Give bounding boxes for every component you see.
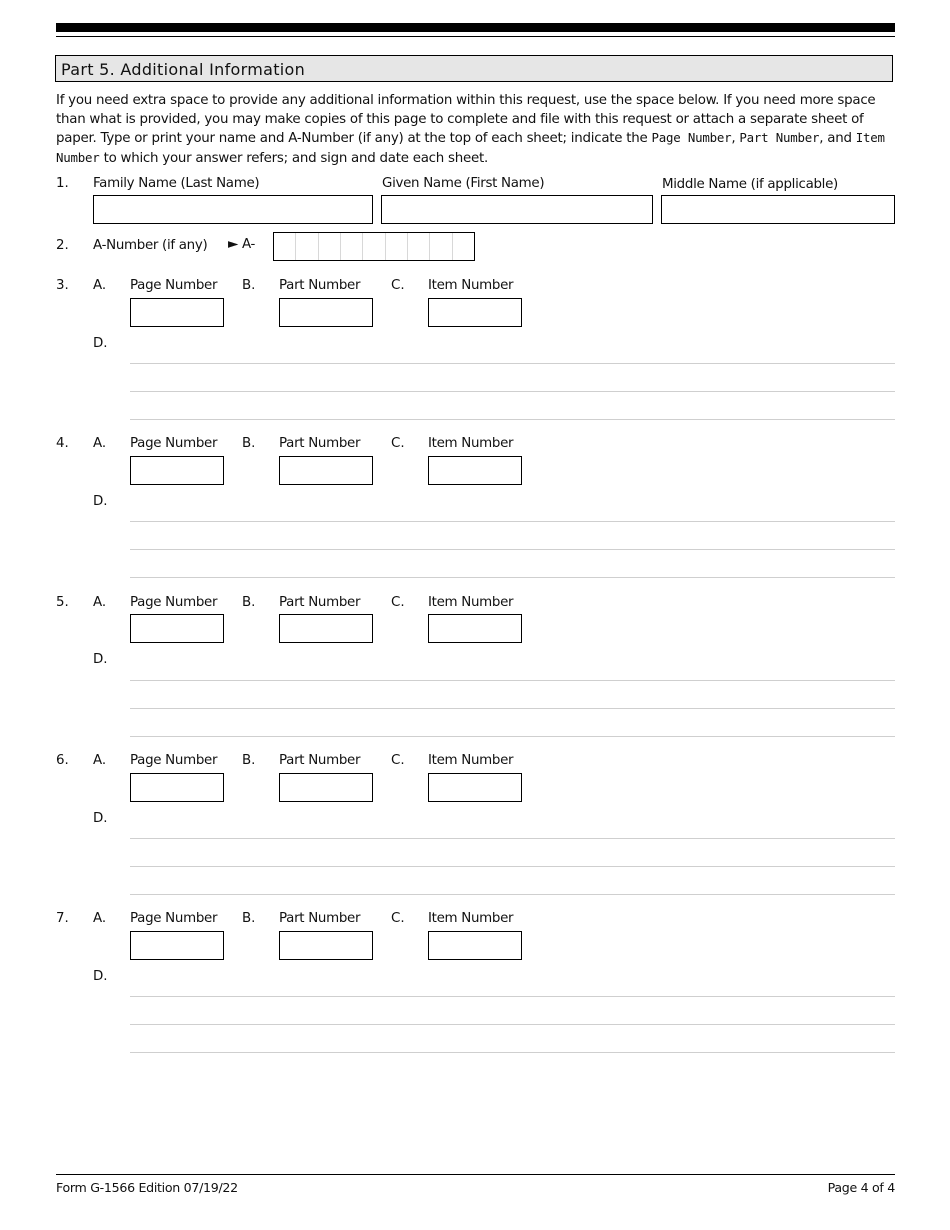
- part-number-label: Part Number: [279, 278, 361, 293]
- page-indicator: Page 4 of 4: [827, 1180, 895, 1195]
- middle-name-input[interactable]: [661, 195, 895, 224]
- entry-d-letter: D.: [93, 969, 108, 984]
- intro-sep-2: , and: [819, 131, 856, 147]
- answer-line[interactable]: [130, 391, 895, 392]
- intro-part-number: Part Number: [739, 130, 820, 146]
- a-number-cell: [453, 233, 474, 260]
- entry-a-letter: A.: [93, 911, 107, 926]
- entry-b-letter: B.: [242, 753, 256, 768]
- a-number-cell: [296, 233, 318, 260]
- a-number-cell: [386, 233, 408, 260]
- entry-a-letter: A.: [93, 436, 107, 451]
- a-number-input[interactable]: [273, 232, 475, 261]
- answer-line[interactable]: [130, 680, 895, 681]
- form-edition: Form G-1566 Edition 07/19/22: [56, 1180, 238, 1195]
- answer-line[interactable]: [130, 521, 895, 522]
- answer-line[interactable]: [130, 1024, 895, 1025]
- entry-a-letter: A.: [93, 753, 107, 768]
- answer-line[interactable]: [130, 419, 895, 420]
- page-number-input[interactable]: [130, 298, 224, 327]
- entry-a-letter: A.: [93, 278, 107, 293]
- item-number-input[interactable]: [428, 456, 522, 485]
- entry-c-letter: C.: [391, 436, 405, 451]
- page-number-input[interactable]: [130, 456, 224, 485]
- given-name-input[interactable]: [381, 195, 653, 224]
- family-name-input[interactable]: [93, 195, 373, 224]
- part-number-input[interactable]: [279, 298, 373, 327]
- entry-b-letter: B.: [242, 436, 256, 451]
- page-number-input[interactable]: [130, 773, 224, 802]
- intro-text-2: to which your answer refers; and sign and date each sheet.: [99, 150, 488, 166]
- item-number-input[interactable]: [428, 931, 522, 960]
- part-number-label: Part Number: [279, 753, 361, 768]
- part-number-label: Part Number: [279, 595, 361, 610]
- entry-b-letter: B.: [242, 595, 256, 610]
- top-rule-thin: [56, 36, 895, 37]
- intro-text-1: If you need extra space to provide any additional information within this request, use the space below. If you need more space than what is provided, you may make copies of this page to complete and file with this request or attach a separate sheet of paper. Type or print your name and A-Number (if any) at the top of each sheet; indicate the: [56, 93, 876, 147]
- entry-number: 4.: [56, 436, 69, 451]
- page-number-label: Page Number: [130, 436, 218, 451]
- answer-line[interactable]: [130, 363, 895, 364]
- entry-c-letter: C.: [391, 595, 405, 610]
- answer-line[interactable]: [130, 866, 895, 867]
- answer-line[interactable]: [130, 577, 895, 578]
- entry-d-letter: D.: [93, 652, 108, 667]
- item-1-number: 1.: [56, 176, 69, 191]
- footer-rule: [56, 1174, 895, 1175]
- part-number-input[interactable]: [279, 773, 373, 802]
- entry-d-letter: D.: [93, 494, 108, 509]
- answer-line[interactable]: [130, 1052, 895, 1053]
- family-name-label: Family Name (Last Name): [93, 176, 260, 191]
- intro-paragraph: [56, 92, 896, 168]
- answer-line[interactable]: [130, 838, 895, 839]
- a-number-prefix: ► A-: [228, 237, 256, 252]
- item-number-label: Item Number: [428, 911, 514, 926]
- part-number-input[interactable]: [279, 931, 373, 960]
- given-name-label: Given Name (First Name): [382, 176, 545, 191]
- part-number-label: Part Number: [279, 436, 361, 451]
- item-number-input[interactable]: [428, 614, 522, 643]
- a-number-cell: [430, 233, 452, 260]
- page-number-label: Page Number: [130, 911, 218, 926]
- entry-c-letter: C.: [391, 753, 405, 768]
- item-number-label: Item Number: [428, 436, 514, 451]
- page-number-input[interactable]: [130, 614, 224, 643]
- a-number-cell: [319, 233, 341, 260]
- entry-number: 6.: [56, 753, 69, 768]
- item-2-number: 2.: [56, 238, 69, 253]
- entry-d-letter: D.: [93, 336, 108, 351]
- item-number-label: Item Number: [428, 595, 514, 610]
- intro-sep-1: ,: [731, 131, 740, 147]
- page-number-label: Page Number: [130, 753, 218, 768]
- entry-b-letter: B.: [242, 911, 256, 926]
- part-5-header: Part 5. Additional Information: [55, 55, 893, 82]
- entry-number: 7.: [56, 911, 69, 926]
- answer-line[interactable]: [130, 708, 895, 709]
- answer-line[interactable]: [130, 996, 895, 997]
- answer-line[interactable]: [130, 894, 895, 895]
- part-number-input[interactable]: [279, 456, 373, 485]
- part-number-input[interactable]: [279, 614, 373, 643]
- a-number-cell: [341, 233, 363, 260]
- page-number-input[interactable]: [130, 931, 224, 960]
- intro-item-number: Item Number: [56, 130, 885, 165]
- entry-number: 5.: [56, 595, 69, 610]
- item-number-label: Item Number: [428, 753, 514, 768]
- answer-line[interactable]: [130, 736, 895, 737]
- entry-c-letter: C.: [391, 278, 405, 293]
- a-number-cell: [274, 233, 296, 260]
- intro-page-number: Page Number: [651, 130, 732, 146]
- entry-b-letter: B.: [242, 278, 256, 293]
- answer-line[interactable]: [130, 549, 895, 550]
- page-number-label: Page Number: [130, 595, 218, 610]
- entry-c-letter: C.: [391, 911, 405, 926]
- a-number-cell: [408, 233, 430, 260]
- a-number-label: A-Number (if any): [93, 238, 208, 253]
- entry-d-letter: D.: [93, 811, 108, 826]
- entry-a-letter: A.: [93, 595, 107, 610]
- a-number-cell: [363, 233, 385, 260]
- item-number-label: Item Number: [428, 278, 514, 293]
- item-number-input[interactable]: [428, 298, 522, 327]
- part-number-label: Part Number: [279, 911, 361, 926]
- item-number-input[interactable]: [428, 773, 522, 802]
- page-number-label: Page Number: [130, 278, 218, 293]
- entry-number: 3.: [56, 278, 69, 293]
- top-rule-thick: [56, 23, 895, 32]
- middle-name-label: Middle Name (if applicable): [662, 177, 838, 192]
